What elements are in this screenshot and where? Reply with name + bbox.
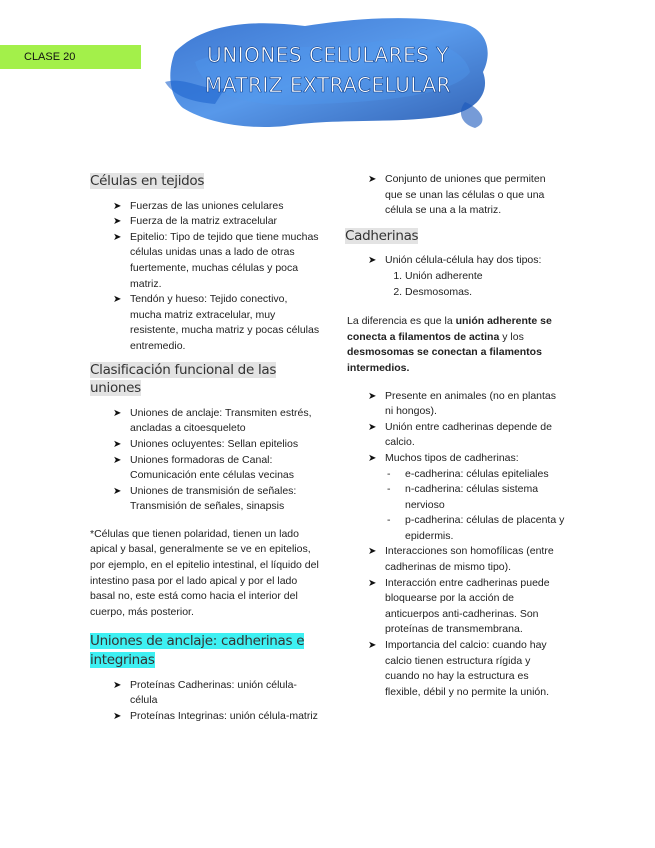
difference-paragraph: La diferencia es que la unión adherente se conecta a filamentos de actina y los desmosomas se conectan a filamentos intermedios. [347, 315, 552, 374]
cadherin-subtypes [345, 269, 565, 300]
list-item: ➤ Proteínas Integrinas: unión célula-matriz [130, 709, 320, 725]
section-heading-cadherins: Cadherinas [345, 227, 419, 244]
list-item: ➤ Uniones de anclaje: Transmiten estrés, ancladas a citoesqueleto [130, 406, 320, 437]
list-item: ➤ Fuerzas de las uniones celulares [130, 199, 320, 215]
junction-set-list [345, 172, 565, 219]
left-column [90, 172, 320, 724]
list-item: ➤ Importancia del calcio: cuando hay calcio tienen estructura rígida y cuando no hay la estructura es flexible, débil y no permite la unión. [385, 638, 565, 700]
list-item: ➤ Uniones formadoras de Canal: Comunicación ente células vecinas [130, 453, 320, 484]
page-title: UNIONES CELULARES Y MATRIZ EXTRACELULAR [204, 43, 452, 97]
list-item: ➤ Unión célula-célula hay dos tipos: [385, 253, 565, 269]
list-item: ➤ Uniones de transmisión de señales: Transmisión de señales, sinapsis [130, 484, 320, 515]
section-heading-anchoring-junctions: Uniones de anclaje: cadherinas e integrinas [90, 633, 305, 669]
right-column [345, 172, 565, 700]
list-item: ➤ Muchos tipos de cadherinas: - e-cadherina: células epiteliales - n-cadherina: células sistema nervioso - p-cadherina: células de placenta y epidermis. [385, 451, 565, 545]
list-item: 1. Unión adherente [405, 269, 565, 285]
cadherin-facts-list [345, 389, 565, 701]
list-item: ➤ Tendón y hueso: Tejido conectivo, mucha matriz extracelular, muy resistente, mucha matriz y pocas células entremedio. [130, 292, 320, 354]
list-item: - n-cadherina: células sistema nervioso [405, 482, 565, 513]
list-item: ➤ Interacciones son homofílicas (entre cadherinas de mismo tipo). [385, 544, 565, 575]
anchoring-list [90, 678, 320, 725]
list-item: ➤ Fuerza de la matriz extracelular [130, 214, 320, 230]
junction-types-list [90, 406, 320, 515]
list-item: 2. Desmosomas. [405, 285, 565, 301]
list-item: ➤ Interacción entre cadherinas puede bloquearse por la acción de anticuerpos anti-cadherinas. Son proteínas de transmembrana. [385, 576, 565, 638]
cadherin-kinds [385, 467, 565, 545]
section-heading-cells-in-tissues: Células en tejidos [90, 173, 205, 189]
list-item: ➤ Unión entre cadherinas depende de calcio. [385, 420, 565, 451]
list-item: - e-cadherina: células epiteliales [405, 467, 565, 483]
list-item: ➤ Uniones ocluyentes: Sellan epitelios [130, 437, 320, 453]
list-item: ➤ Conjunto de uniones que permiten que se unan las células o que una célula se una a la matriz. [385, 172, 565, 219]
polarity-note: *Células que tienen polaridad, tienen un lado apical y basal, generalmente se ve en epitelios, por ejemplo, en el epitelio intestinal, el líquido del intestino pasa por el lado apical y por el lado basal no, este está como hacia el interior del cuerpo, más posterior. [90, 527, 319, 618]
section-heading-functional-classification: Clasificación funcional de las uniones [90, 361, 277, 397]
class-tag: CLASE 20 [0, 45, 141, 69]
list-item: ➤ Presente en animales (no en plantas ni hongos). [385, 389, 565, 420]
list-item: ➤ Proteínas Cadherinas: unión célula-célula [130, 678, 320, 709]
list-item: - p-cadherina: células de placenta y epidermis. [405, 513, 565, 544]
tissues-list [90, 199, 320, 355]
cadherin-types-list [345, 253, 565, 269]
list-item: ➤ Epitelio: Tipo de tejido que tiene muchas células unidas unas a lado de otras fuertemente, muchas células y poca matriz. [130, 230, 320, 292]
